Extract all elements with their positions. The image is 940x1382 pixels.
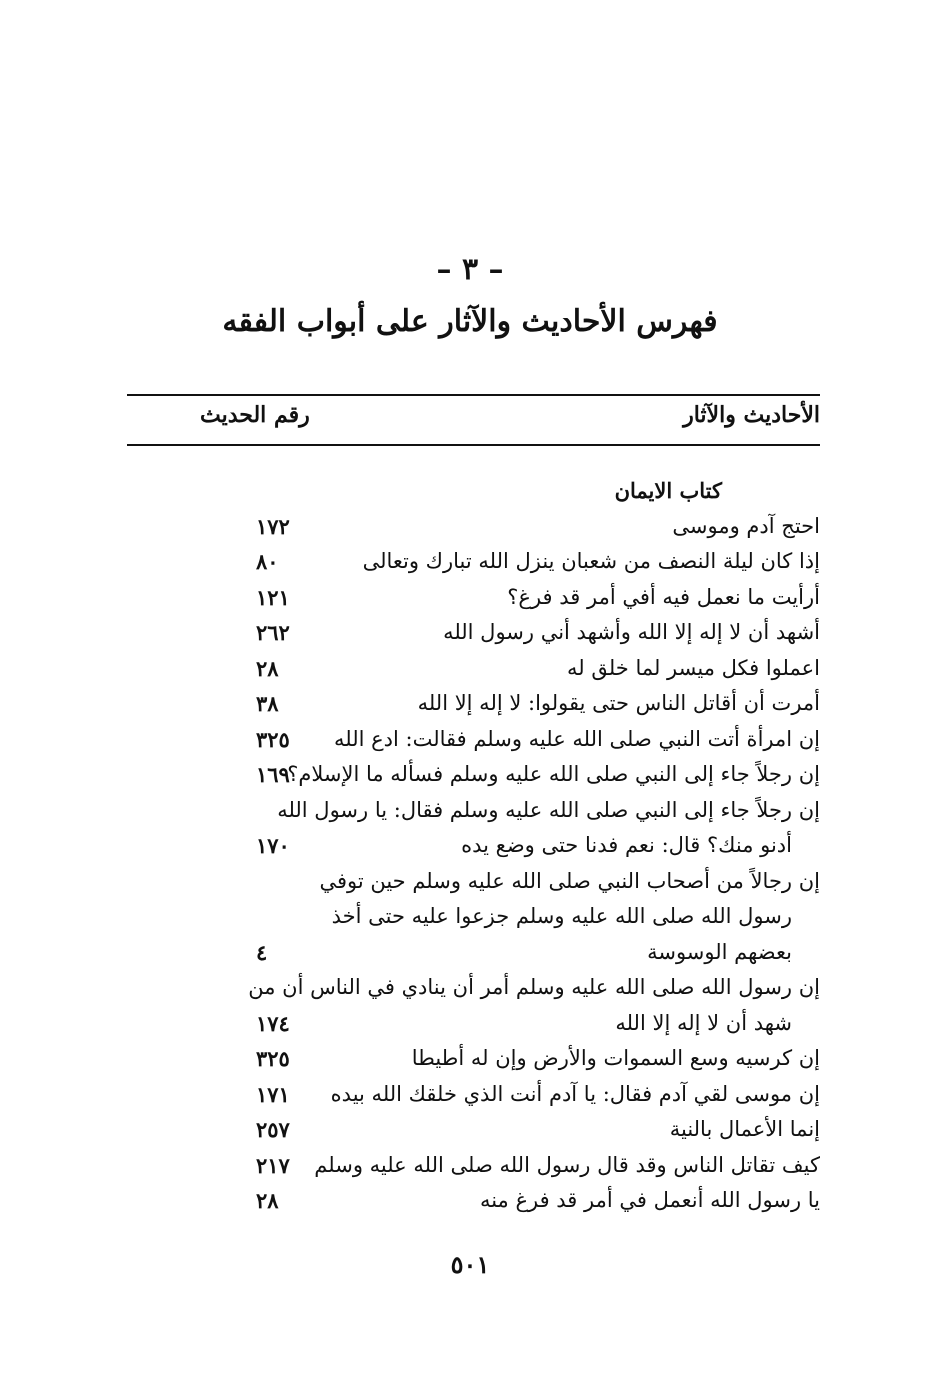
index-row	[0, 794, 940, 830]
index-row	[0, 829, 940, 865]
index-row	[0, 652, 940, 688]
hadith-number: ٨٠	[256, 549, 279, 574]
column-header-number: رقم الحديث	[200, 402, 310, 428]
index-row	[0, 936, 940, 972]
hadith-text: رسول الله صلى الله عليه وسلم جزعوا عليه حتى أخذ	[331, 904, 792, 928]
hadith-number: ٣٢٥	[256, 726, 290, 752]
hadith-text: يا رسول الله أنعمل في أمر قد فرغ منه	[479, 1188, 820, 1212]
page-number: ٥٠١	[450, 1250, 490, 1279]
header-top-rule	[127, 394, 820, 396]
page-title: فهرس الأحاديث والآثار على أبواب الفقه	[222, 304, 718, 339]
index-row	[0, 1149, 940, 1185]
hadith-text: كيف تقاتل الناس وقد قال رسول الله صلى الله عليه وسلم	[314, 1152, 820, 1177]
section-heading-text: كتاب الايمان	[614, 478, 722, 503]
hadith-number: ١٧٢	[256, 513, 290, 539]
hadith-number: ٤	[256, 939, 268, 965]
index-row	[0, 510, 940, 546]
hadith-text: إن موسى لقي آدم فقال: يا آدم أنت الذي خلقك الله بيده	[330, 1081, 820, 1106]
hadith-number: ١٧٤	[256, 1010, 290, 1036]
index-row	[0, 865, 940, 901]
index-row	[0, 1078, 940, 1114]
index-row	[0, 1184, 940, 1220]
header-bottom-rule	[127, 444, 820, 446]
hadith-number: ١٧٠	[256, 833, 290, 858]
index-row	[0, 1113, 940, 1149]
index-row	[0, 1042, 940, 1078]
hadith-text: بعضهم الوسوسة	[647, 939, 792, 964]
hadith-text: إن امرأة أتت النبي صلى الله عليه وسلم فقالت: ادع الله	[333, 726, 820, 751]
index-row	[0, 687, 940, 723]
hadith-number: ٣٨	[256, 691, 279, 716]
index-row	[0, 758, 940, 794]
hadith-text: إن رجالاً من أصحاب النبي صلى الله عليه وسلم حين توفي	[319, 868, 820, 893]
hadith-number: ٢٨	[256, 655, 279, 681]
hadith-number: ١٦٩	[256, 762, 290, 787]
index-row	[0, 545, 940, 581]
hadith-number: ٢٦٢	[256, 620, 290, 645]
hadith-text: شهد أن لا إله إلا الله	[615, 1010, 792, 1035]
hadith-text: إذا كان ليلة النصف من شعبان ينزل الله تبارك وتعالى	[362, 549, 820, 573]
hadith-number: ١٢١	[256, 584, 290, 610]
index-section-heading	[0, 474, 940, 510]
hadith-text: إنما الأعمال بالنية	[669, 1117, 820, 1141]
index-row	[0, 616, 940, 652]
hadith-text: احتج آدم وموسى	[672, 513, 820, 538]
hadith-text: اعملوا فكل ميسر لما خلق له	[566, 655, 820, 680]
index-row	[0, 900, 940, 936]
hadith-number: ٢٥٧	[256, 1117, 290, 1142]
index-row	[0, 971, 940, 1007]
hadith-number: ٢٨	[256, 1188, 279, 1213]
index-row	[0, 1007, 940, 1043]
index-row	[0, 581, 940, 617]
hadith-text: إن كرسيه وسع السموات والأرض وإن له أطيطا	[411, 1046, 820, 1070]
column-header-text: الأحاديث والآثار	[683, 402, 820, 428]
section-number: – ٣ –	[436, 252, 504, 287]
hadith-text: أشهد أن لا إله إلا الله وأشهد أني رسول الله	[443, 620, 820, 644]
hadith-text: أدنو منك؟ قال: نعم فدنا حتى وضع يده	[461, 833, 792, 857]
index-entries	[0, 474, 940, 1220]
hadith-text: أرأيت ما نعمل فيه أفي أمر قد فرغ؟	[507, 584, 820, 609]
hadith-number: ١٧١	[256, 1081, 290, 1107]
hadith-text: إن رسول الله صلى الله عليه وسلم أمر أن ينادي في الناس أن من	[248, 975, 820, 999]
index-row	[0, 723, 940, 759]
hadith-text: أمرت أن أقاتل الناس حتى يقولوا: لا إله إلا الله	[417, 691, 820, 715]
hadith-number: ٢١٧	[256, 1152, 290, 1178]
hadith-text: إن رجلاً جاء إلى النبي صلى الله عليه وسلم فسأله ما الإسلام؟	[287, 762, 820, 786]
hadith-number: ٣٢٥	[256, 1046, 290, 1071]
hadith-text: إن رجلاً جاء إلى النبي صلى الله عليه وسلم فقال: يا رسول الله	[277, 797, 820, 822]
